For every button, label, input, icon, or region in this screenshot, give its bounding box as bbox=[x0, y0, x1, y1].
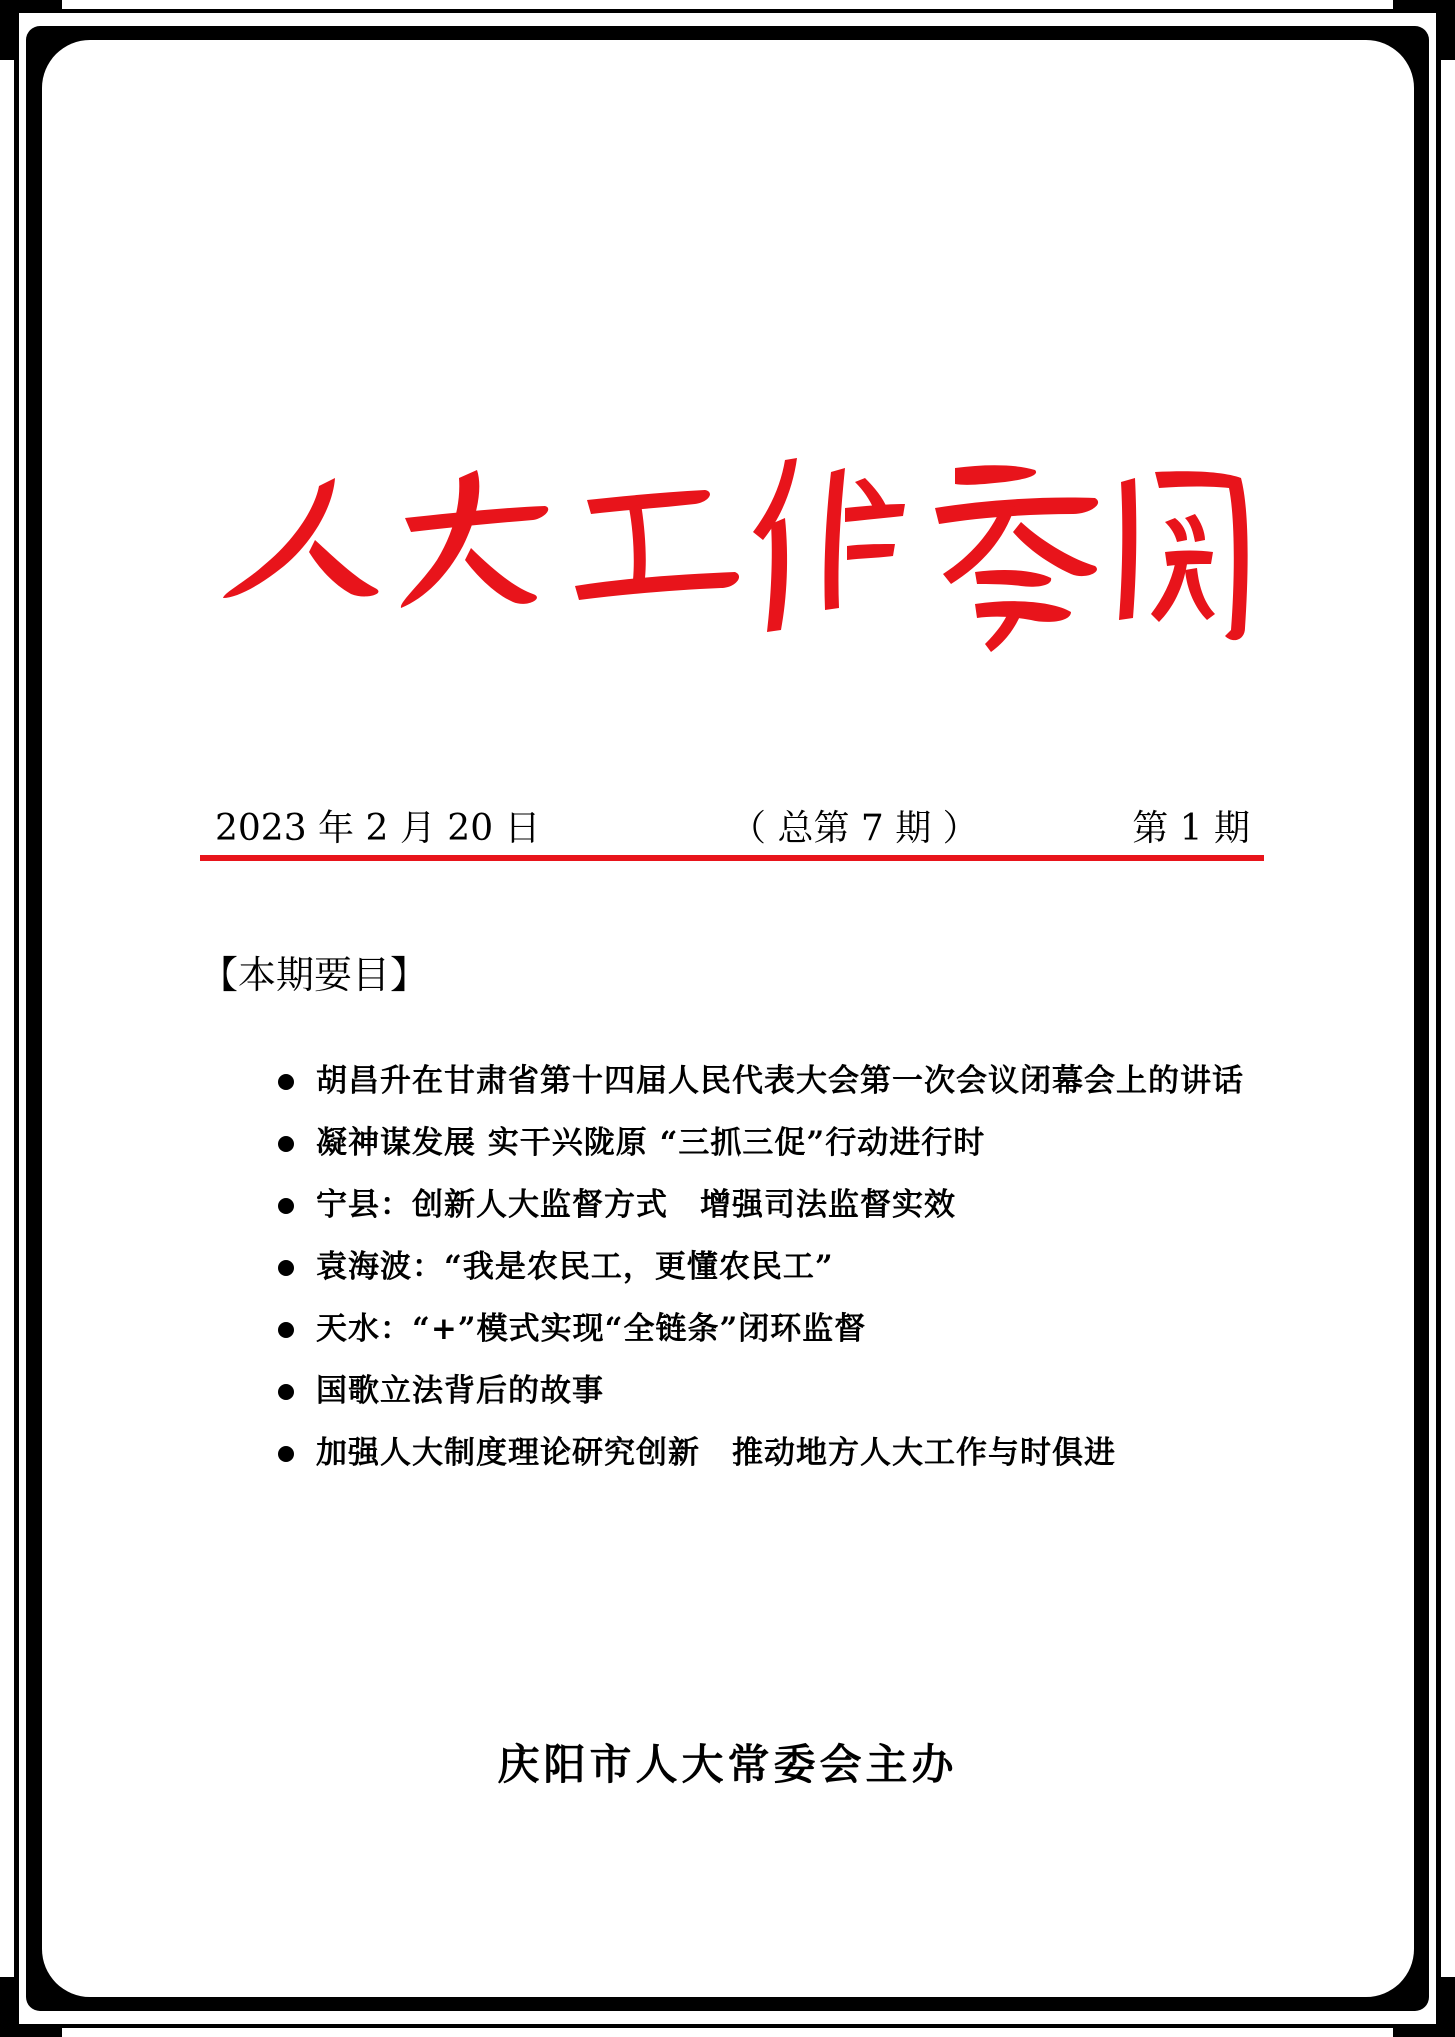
issue-date: 2023 年 2 月 20 日 bbox=[215, 808, 541, 849]
bullet-icon bbox=[278, 1136, 294, 1152]
masthead-title bbox=[215, 448, 1255, 658]
contents-item bbox=[270, 1360, 1250, 1422]
bullet-icon bbox=[278, 1384, 294, 1400]
sponsor-line: 庆阳市人大常委会主办 bbox=[497, 1740, 958, 1789]
contents-item-text: 凝神谋发展 实干兴陇原 “三抓三促”行动进行时 bbox=[316, 1125, 986, 1161]
contents-list bbox=[270, 1050, 1250, 1484]
contents-item bbox=[270, 1174, 1250, 1236]
border-corner-tab bbox=[0, 0, 14, 60]
contents-item-text: 加强人大制度理论研究创新 推动地方人大工作与时俱进 bbox=[316, 1435, 1116, 1471]
issue-number: 第 1 期 bbox=[1132, 808, 1250, 849]
contents-heading: 【本期要目】 bbox=[200, 953, 429, 997]
contents-item bbox=[270, 1050, 1250, 1112]
border-line-left bbox=[14, 13, 19, 2024]
contents-item bbox=[270, 1298, 1250, 1360]
border-bottom-bar bbox=[0, 2024, 1455, 2037]
issue-total-number: （ 总第 7 期 ） bbox=[730, 808, 979, 849]
red-divider bbox=[200, 855, 1264, 861]
border-corner-tab bbox=[1441, 0, 1455, 60]
contents-item bbox=[270, 1112, 1250, 1174]
border-top-bar bbox=[0, 0, 1455, 13]
contents-item bbox=[270, 1422, 1250, 1484]
contents-item-text: 国歌立法背后的故事 bbox=[316, 1373, 604, 1409]
issue-info-row bbox=[200, 804, 1262, 854]
contents-item bbox=[270, 1236, 1250, 1298]
bullet-icon bbox=[278, 1198, 294, 1214]
contents-item-text: 宁县：创新人大监督方式 增强司法监督实效 bbox=[316, 1187, 956, 1223]
border-line-right bbox=[1436, 13, 1441, 2024]
bullet-icon bbox=[278, 1446, 294, 1462]
bullet-icon bbox=[278, 1074, 294, 1090]
contents-item-text: 袁海波：“我是农民工，更懂农民工” bbox=[316, 1249, 834, 1285]
contents-item-text: 天水：“+”模式实现“全链条”闭环监督 bbox=[316, 1311, 867, 1347]
bullet-icon bbox=[278, 1322, 294, 1338]
border-corner-tab bbox=[1441, 1977, 1455, 2037]
bullet-icon bbox=[278, 1260, 294, 1276]
contents-item-text: 胡昌升在甘肃省第十四届人民代表大会第一次会议闭幕会上的讲话 bbox=[316, 1063, 1244, 1099]
page-card bbox=[42, 40, 1414, 1997]
border-corner-tab bbox=[0, 1977, 14, 2037]
